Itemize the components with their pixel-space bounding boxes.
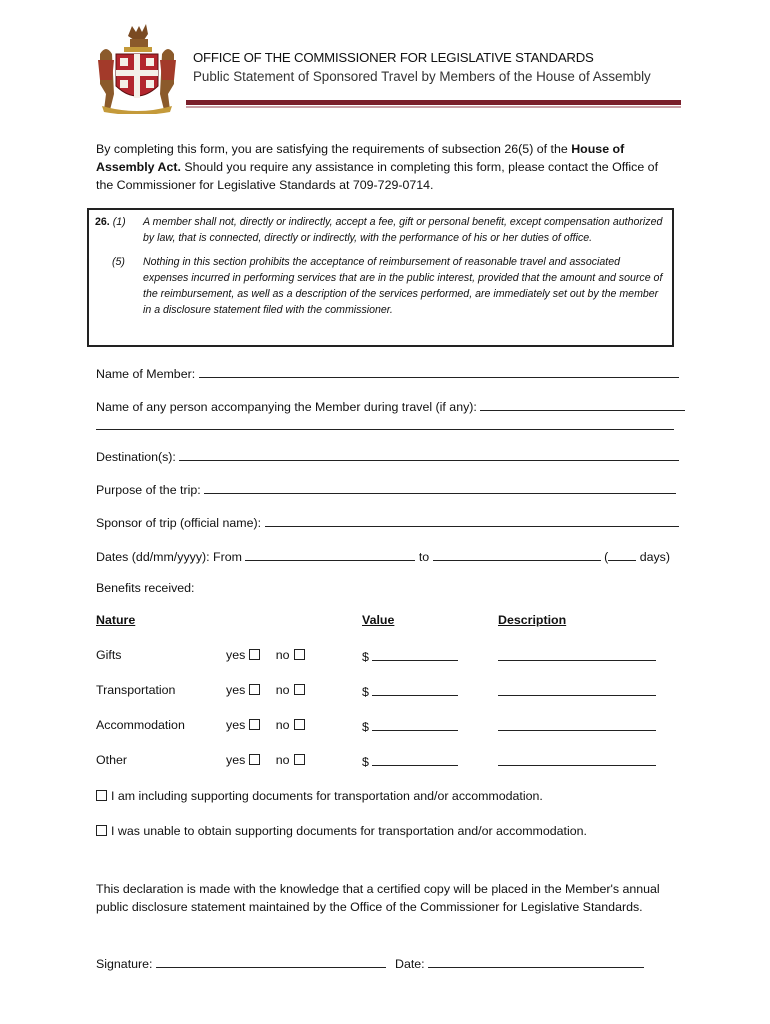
accompanying-field[interactable] [480, 398, 685, 411]
dates-to-field[interactable] [433, 548, 601, 561]
benefit-row-label: Transportation [96, 683, 176, 697]
header-rule [186, 100, 681, 105]
page-subtitle: Public Statement of Sponsored Travel by Members of the House of Assembly [193, 69, 651, 84]
member-name-label: Name of Member: [96, 367, 196, 381]
value-field[interactable] [372, 718, 458, 731]
declaration-text: This declaration is made with the knowledge that a certified copy will be placed in the Member's annual public disclosure statement maintained by the Office of the Commissioner for Legislative Standards. [96, 882, 660, 914]
signature-row [96, 955, 386, 971]
benefit-yesno-other: yes no [226, 753, 305, 767]
col-header-nature: Nature [96, 613, 136, 627]
supporting-docs-including-row [96, 789, 543, 803]
description-field[interactable] [498, 718, 656, 731]
signature-field[interactable] [156, 955, 386, 968]
no-checkbox[interactable] [294, 684, 305, 695]
no-checkbox[interactable] [294, 649, 305, 660]
dates-to-label: to [418, 550, 430, 564]
dates-row [96, 548, 670, 564]
benefit-row-other [96, 753, 127, 767]
coat-of-arms-icon [92, 14, 182, 114]
benefit-row-transportation [96, 683, 175, 697]
signature-label: Signature: [96, 957, 153, 971]
benefit-row-accommodation [96, 718, 185, 732]
benefit-row-gifts [96, 648, 121, 662]
statute-subsection-1: 26. (1) A member shall not, directly or indirectly, accept a fee, gift or personal benefit, except compensation authorized by law, that is connected, directly or indirectly, with the performance of his or her duties of office. [95, 216, 663, 244]
yes-checkbox[interactable] [249, 684, 260, 695]
yes-checkbox[interactable] [249, 719, 260, 730]
benefit-value-gifts: $ [362, 648, 458, 664]
value-field[interactable] [372, 753, 458, 766]
benefit-desc-other [498, 753, 656, 769]
dates-from-field[interactable] [245, 548, 415, 561]
date-label: Date: [395, 957, 425, 971]
benefit-value-transportation: $ [362, 683, 458, 699]
benefit-yesno-accommodation: yes no [226, 718, 305, 732]
statute-box [87, 208, 674, 347]
destinations-field[interactable] [179, 448, 679, 461]
benefit-yesno-transportation: yes no [226, 683, 305, 697]
benefit-desc-accommodation [498, 718, 656, 734]
supporting-docs-unable-row [96, 824, 587, 838]
days-count-field[interactable] [608, 548, 636, 561]
statute-subsection-5: (5) Nothing in this section prohibits the acceptance of reimbursement of reasonable travel and associated expenses incurred in performing services that are in the public interest, provided that the amount and source of the reimbursement, as well as a description of the services performed, are immediately set out by the member in a disclosure statement filed with the commissioner. [112, 256, 663, 316]
header-rule-thin [186, 106, 681, 108]
no-checkbox[interactable] [294, 719, 305, 730]
sponsor-label: Sponsor of trip (official name): [96, 516, 262, 530]
benefit-value-accommodation: $ [362, 718, 458, 734]
col-header-description: Description [498, 613, 567, 627]
accompanying-field-line-2[interactable] [96, 417, 674, 430]
dates-from-label: Dates (dd/mm/yyyy): From [96, 550, 242, 564]
description-field[interactable] [498, 648, 656, 661]
accompanying-row [96, 398, 685, 414]
destinations-label: Destination(s): [96, 450, 176, 464]
purpose-row [96, 481, 676, 497]
col-header-value: Value [362, 613, 395, 627]
supporting-docs-including-checkbox[interactable] [96, 790, 107, 801]
sponsor-row [96, 514, 679, 530]
accompanying-label: Name of any person accompanying the Member during travel (if any): [96, 400, 477, 414]
description-field[interactable] [498, 683, 656, 696]
benefit-row-label: Other [96, 753, 127, 767]
benefit-value-other: $ [362, 753, 458, 769]
supporting-docs-unable-checkbox[interactable] [96, 825, 107, 836]
benefit-desc-transportation [498, 683, 656, 699]
value-field[interactable] [372, 648, 458, 661]
purpose-label: Purpose of the trip: [96, 483, 201, 497]
yes-checkbox[interactable] [249, 754, 260, 765]
value-field[interactable] [372, 683, 458, 696]
member-name-field[interactable] [199, 365, 679, 378]
benefit-desc-gifts [498, 648, 656, 664]
purpose-field[interactable] [204, 481, 676, 494]
act-name: House of Assembly Act. [96, 142, 625, 174]
destinations-row [96, 448, 679, 464]
date-row [395, 955, 644, 971]
supporting-docs-including-label: I am including supporting documents for transportation and/or accommodation. [111, 789, 543, 803]
benefit-row-label: Gifts [96, 648, 122, 662]
accompanying-row-2 [96, 417, 674, 433]
benefit-row-label: Accommodation [96, 718, 185, 732]
days-open-paren: ( [604, 550, 609, 564]
member-name-row [96, 365, 679, 381]
supporting-docs-unable-label: I was unable to obtain supporting documents for transportation and/or accommodation. [111, 824, 587, 838]
benefit-yesno-gifts: yes no [226, 648, 305, 662]
date-field[interactable] [428, 955, 644, 968]
page-title: OFFICE OF THE COMMISSIONER FOR LEGISLATIVE STANDARDS [193, 50, 594, 65]
no-checkbox[interactable] [294, 754, 305, 765]
benefits-label: Benefits received: [96, 581, 195, 595]
sponsor-field[interactable] [265, 514, 679, 527]
yes-checkbox[interactable] [249, 649, 260, 660]
description-field[interactable] [498, 753, 656, 766]
days-label: days) [639, 550, 671, 564]
intro-paragraph: By completing this form, you are satisfying the requirements of subsection 26(5) of the House of Assembly Act. Should you require any assistance in completing this form, please contact the Office of the Commissioner for Legislative Standards at 709-729-0714. [96, 142, 659, 192]
